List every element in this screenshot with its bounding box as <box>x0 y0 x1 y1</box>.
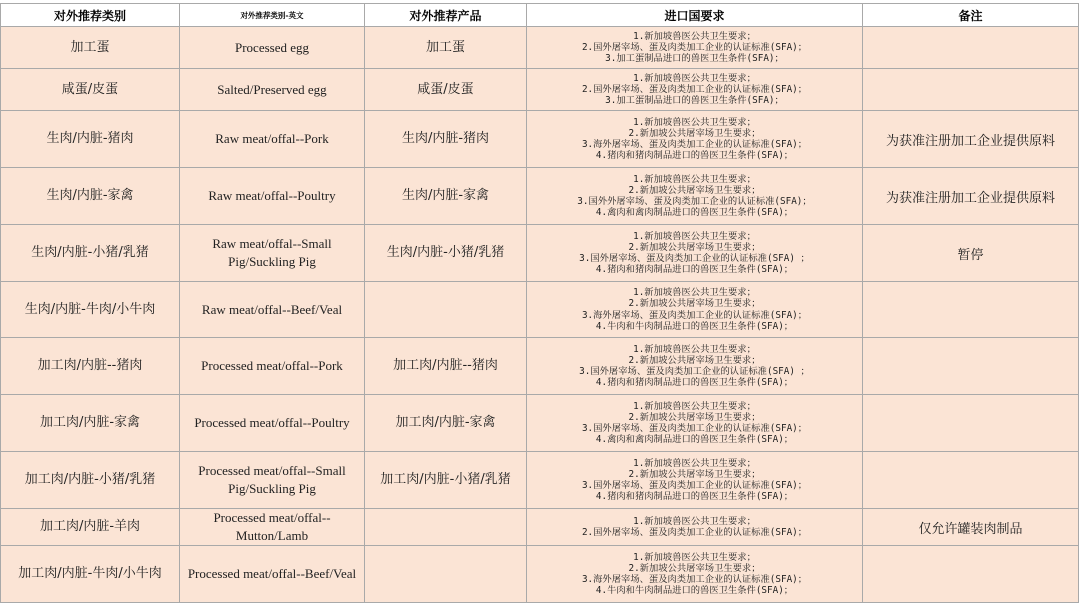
requirement-line: 3.国外屠宰场、蛋及肉类加工企业的认证标准(SFA)； <box>581 423 808 434</box>
requirement-line: 2.国外屠宰场、蛋及肉类加工企业的认证标准(SFA)； <box>581 527 808 538</box>
cell-product[interactable]: 加工蛋 <box>365 27 527 69</box>
cell-category-en[interactable]: Raw meat/offal--Beef/Veal <box>180 282 365 338</box>
cell-notes[interactable] <box>863 338 1079 395</box>
requirement-line: 1.新加坡兽医公共卫生要求； <box>633 400 756 412</box>
requirement-line: 3.海外屠宰场、蛋及肉类加工企业的认证标准(SFA)； <box>581 309 808 321</box>
requirement-line: 3.海外屠宰场、蛋及肉类加工企业的认证标准(SFA)； <box>581 139 808 150</box>
requirement-line: 3.加工蛋制品进口的兽医卫生条件(SFA)； <box>605 53 784 65</box>
table-row <box>1 395 1079 452</box>
requirement-line: 4.猪肉和猪肉制品进口的兽医卫生条件(SFA)； <box>595 377 794 389</box>
table-row <box>1 27 1079 69</box>
requirement-line: 3.国外屠宰场、蛋及肉类加工企业的认证标准(SFA) ； <box>579 366 810 377</box>
cell-requirements[interactable] <box>527 509 863 546</box>
requirement-line: 4.猪肉和猪肉制品进口的兽医卫生条件(SFA)； <box>595 491 794 503</box>
requirement-line: 3.加工蛋制品进口的兽医卫生条件(SFA)； <box>605 95 784 107</box>
requirement-line: 3.国外屠宰场、蛋及肉类加工企业的认证标准(SFA)； <box>581 480 808 491</box>
header-category[interactable]: 对外推荐类别 <box>1 4 180 27</box>
requirement-line: 2.新加坡公共屠宰场卫生要求； <box>628 354 761 366</box>
requirement-line: 1.新加坡兽医公共卫生要求； <box>633 457 756 469</box>
cell-category[interactable]: 生肉/内脏-猪肉 <box>1 111 180 168</box>
cell-category[interactable]: 加工肉/内脏-羊肉 <box>1 509 180 546</box>
cell-category-en[interactable]: Processed meat/offal--Beef/Veal <box>180 546 365 603</box>
requirement-line: 2.国外屠宰场、蛋及肉类加工企业的认证标准(SFA)； <box>581 41 808 53</box>
cell-product[interactable]: 咸蛋/皮蛋 <box>365 69 527 111</box>
requirement-line: 1.新加坡兽医公共卫生要求； <box>633 116 756 128</box>
requirement-line: 2.新加坡公共屠宰场卫生要求； <box>628 298 761 310</box>
cell-requirements[interactable] <box>527 546 863 603</box>
cell-category[interactable]: 加工肉/内脏-牛肉/小牛肉 <box>1 546 180 603</box>
cell-category[interactable]: 加工肉/内脏--猪肉 <box>1 338 180 395</box>
requirement-line: 3.海外屠宰场、蛋及肉类加工企业的认证标准(SFA)； <box>581 574 808 585</box>
cell-category[interactable]: 咸蛋/皮蛋 <box>1 69 180 111</box>
requirement-line: 2.新加坡公共屠宰场卫生要求； <box>628 241 761 253</box>
cell-requirements[interactable] <box>527 395 863 452</box>
requirement-line: 1.新加坡兽医公共卫生要求； <box>633 343 756 355</box>
cell-category-en[interactable]: Raw meat/offal--Pork <box>180 111 365 168</box>
cell-requirements[interactable] <box>527 27 863 69</box>
header-requirements[interactable]: 进口国要求 <box>527 4 863 27</box>
cell-category-en[interactable]: Processed meat/offal--Mutton/Lamb <box>180 509 365 546</box>
table-row <box>1 168 1079 225</box>
cell-category[interactable]: 生肉/内脏-牛肉/小牛肉 <box>1 282 180 338</box>
requirement-line: 4.禽肉和禽肉制品进口的兽医卫生条件(SFA)； <box>595 207 794 219</box>
requirement-line: 2.新加坡公共屠宰场卫生要求； <box>628 184 761 196</box>
cell-notes[interactable]: 为获准注册加工企业提供原料 <box>863 168 1079 225</box>
requirement-line: 2.新加坡公共屠宰场卫生要求； <box>628 468 761 480</box>
cell-requirements[interactable] <box>527 111 863 168</box>
cell-category-en[interactable]: Raw meat/offal--Poultry <box>180 168 365 225</box>
cell-requirements[interactable] <box>527 452 863 509</box>
requirement-line: 1.新加坡兽医公共卫生要求； <box>633 230 756 242</box>
cell-notes[interactable]: 仅允许罐装肉制品 <box>863 509 1079 546</box>
cell-product[interactable]: 生肉/内脏-小猪/乳猪 <box>365 225 527 282</box>
requirement-line: 2.国外屠宰场、蛋及肉类加工企业的认证标准(SFA)； <box>581 83 808 95</box>
cell-notes[interactable] <box>863 546 1079 603</box>
header-product[interactable]: 对外推荐产品 <box>365 4 527 27</box>
cell-category[interactable]: 生肉/内脏-家禽 <box>1 168 180 225</box>
requirement-line: 3.国外屠宰场、蛋及肉类加工企业的认证标准(SFA) ； <box>579 253 810 264</box>
table-row <box>1 69 1079 111</box>
requirement-line: 2.新加坡公共屠宰场卫生要求； <box>628 562 761 574</box>
requirement-line: 1.新加坡兽医公共卫生要求； <box>633 173 756 185</box>
cell-category-en[interactable]: Raw meat/offal--Small Pig/Suckling Pig <box>180 225 365 282</box>
table-row <box>1 509 1079 546</box>
cell-notes[interactable]: 为获准注册加工企业提供原料 <box>863 111 1079 168</box>
requirement-line: 2.新加坡公共屠宰场卫生要求； <box>628 127 761 139</box>
header-category-en[interactable]: 对外推荐类别-英文 <box>180 4 365 27</box>
cell-notes[interactable] <box>863 395 1079 452</box>
header-notes[interactable]: 备注 <box>863 4 1079 27</box>
requirement-line: 1.新加坡兽医公共卫生要求； <box>633 515 756 527</box>
cell-notes[interactable] <box>863 69 1079 111</box>
cell-notes[interactable] <box>863 282 1079 338</box>
requirement-line: 1.新加坡兽医公共卫生要求； <box>633 72 756 84</box>
requirement-line: 1.新加坡兽医公共卫生要求； <box>633 287 756 299</box>
requirement-line: 1.新加坡兽医公共卫生要求； <box>633 30 756 42</box>
cell-category[interactable]: 加工蛋 <box>1 27 180 69</box>
cell-notes[interactable] <box>863 27 1079 69</box>
cell-category-en[interactable]: Salted/Preserved egg <box>180 69 365 111</box>
cell-requirements[interactable] <box>527 338 863 395</box>
requirement-line: 4.牛肉和牛肉制品进口的兽医卫生条件(SFA)； <box>595 320 794 332</box>
requirement-line: 4.猪肉和猪肉制品进口的兽医卫生条件(SFA)； <box>595 150 794 162</box>
requirement-line: 4.猪肉和猪肉制品进口的兽医卫生条件(SFA)； <box>595 264 794 276</box>
requirement-line: 4.牛肉和牛肉制品进口的兽医卫生条件(SFA)； <box>595 585 794 597</box>
cell-category[interactable]: 加工肉/内脏-小猪/乳猪 <box>1 452 180 509</box>
cell-category-en[interactable]: Processed meat/offal--Pork <box>180 338 365 395</box>
requirement-line: 2.新加坡公共屠宰场卫生要求； <box>628 411 761 423</box>
cell-product[interactable]: 加工肉/内脏--猪肉 <box>365 338 527 395</box>
cell-category-en[interactable]: Processed meat/offal--Poultry <box>180 395 365 452</box>
requirement-line: 3.国外外屠宰场、蛋及肉类加工企业的认证标准(SFA)； <box>577 196 812 207</box>
requirement-line: 4.禽肉和禽肉制品进口的兽医卫生条件(SFA)； <box>595 434 794 446</box>
cell-product[interactable] <box>365 546 527 603</box>
cell-product[interactable] <box>365 509 527 546</box>
table-row <box>1 225 1079 282</box>
cell-notes[interactable]: 暂停 <box>863 225 1079 282</box>
cell-product[interactable]: 加工肉/内脏-家禽 <box>365 395 527 452</box>
cell-requirements[interactable] <box>527 69 863 111</box>
table-row <box>1 546 1079 603</box>
requirement-line: 1.新加坡兽医公共卫生要求； <box>633 551 756 563</box>
table-row <box>1 282 1079 338</box>
cell-category-en[interactable]: Processed meat/offal--Small Pig/Suckling Pig <box>180 452 365 509</box>
cell-notes[interactable] <box>863 452 1079 509</box>
cell-product[interactable] <box>365 282 527 338</box>
cell-product[interactable]: 生肉/内脏-猪肉 <box>365 111 527 168</box>
header-row <box>1 4 1079 27</box>
cell-requirements[interactable] <box>527 168 863 225</box>
cell-requirements[interactable] <box>527 225 863 282</box>
cell-requirements[interactable] <box>527 282 863 338</box>
cell-product[interactable]: 加工肉/内脏-小猪/乳猪 <box>365 452 527 509</box>
table-row <box>1 111 1079 168</box>
recommendation-table <box>0 3 1079 603</box>
cell-product[interactable]: 生肉/内脏-家禽 <box>365 168 527 225</box>
cell-category[interactable]: 生肉/内脏-小猪/乳猪 <box>1 225 180 282</box>
table-row <box>1 452 1079 509</box>
cell-category[interactable]: 加工肉/内脏-家禽 <box>1 395 180 452</box>
table-row <box>1 338 1079 395</box>
cell-category-en[interactable]: Processed egg <box>180 27 365 69</box>
